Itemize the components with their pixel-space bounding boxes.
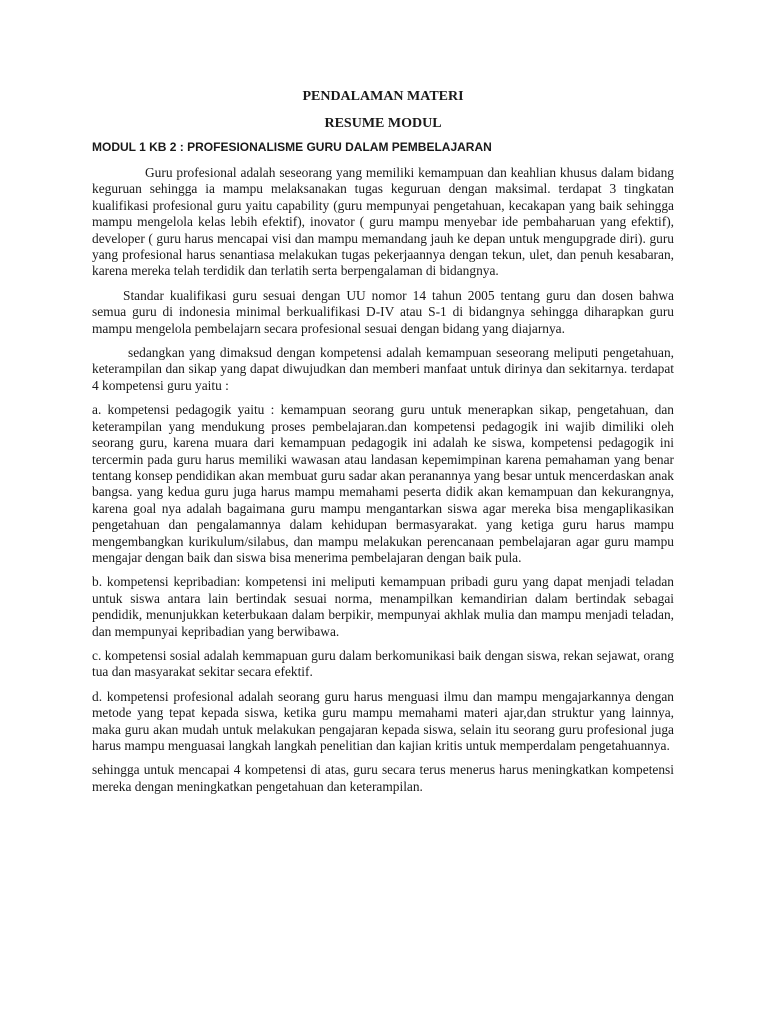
paragraph-kompetensi-intro: sedangkan yang dimaksud dengan kompetensi adalah kemampuan seseorang meliputi pengetahuan, keterampilan dan sikap yang dapat diwujudkan dan memberi manfaat untuk dirinya dan sekitarnya. terdapat 4 kompetensi guru yaitu : [92,345,674,393]
document-title: PENDALAMAN MATERI [302,89,464,104]
module-heading: MODUL 1 KB 2 : PROFESIONALISME GURU DALAM PEMBELAJARAN [92,140,492,154]
paragraph-kompetensi-kepribadian: b. kompetensi kepribadian: kompetensi ini meliputi kemampuan pribadi guru yang dapat menjadi teladan untuk siswa antara lain bertindak sesuai norma, menampilkan kemandirian dalam bertindak sebagai pendidik, menunjukkan keterbukaan dalam berpikir, mempunyai akhlak mulia dan mampu menjadi teladan, dan mempunyai kepribadian yang berwibawa. [92,574,674,639]
paragraph-kompetensi-pedagogik: a. kompetensi pedagogik yaitu : kemampuan seorang guru untuk menerapkan sikap, pengetahuan, dan keterampilan yang mendukung proses pembelajaran.dan kompetensi pedagogik ini wajib dimiliki oleh seorang guru, karena muara dari kemampuan pedagogik ini adalah ke siswa, kompetensi pedagogik ini tercermin pada guru harus memiliki wawasan atau landasan kepemimpinan karena pemahaman yang benar tentang konsep pendidikan akan membuat guru sadar akan peranannya yang besar untuk mencerdaskan anak bangsa. yang kedua guru juga harus mampu memahami peserta didik akan kemampuan dan kekurangnya, karena goal nya adalah bagaimana guru mampu mengantarkan siswa agar mereka bisa mengaplikasikan pengetahuan dan pengalamannya dalam kehidupan bermasyarakat. yang ketiga guru harus mampu mengembangkan kurikulum/silabus, dan mampu melakukan perencanaan pembelajaran agar guru mampu mengajar dengan baik dan siswa bisa menerima pembelajaran dengan baik pula. [92,402,674,565]
paragraph-standar-kualifikasi: Standar kualifikasi guru sesuai dengan UU nomor 14 tahun 2005 tentang guru dan dosen bahwa semua guru di indonesia minimal berkualifikasi D-IV atau S-1 di bidangnya sehingga diharapkan guru mampu mengelola pembelajarn secara profesional sesuai dengan bidang yang diajarnya. [92,287,674,336]
document-body [92,88,674,803]
paragraph-guru-profesional: Guru profesional adalah seseorang yang memiliki kemampuan dan keahlian khusus dalam bidang keguruan sehingga ia mampu melaksanakan tugas keguruan dengan maksimal. terdapat 3 tingkatan kualifikasi profesional guru yaitu capability (guru mempunyai pengetahuan, kecakapan yang baik sehingga mampu mengelola kelas lebih efektif), inovator ( guru mampu menyebar ide pembaharuan yang efektif), developer ( guru harus mencapai visi dan mampu memandang jauh ke depan untuk mengupgrade diri). guru yang profesional harus senantiasa melakukan tugas pekerjaannya dengan tekun, ulet, dan penuh kesabaran, karena mereka telah terdidik dan terlatih serta berpengalaman di bidangnya. [92,165,674,279]
document-subtitle: RESUME MODUL [324,116,442,131]
paragraph-kesimpulan: sehingga untuk mencapai 4 kompetensi di atas, guru secara terus menerus harus meningkatkan kompetensi mereka dengan meningkatkan pengetahuan dan keterampilan. [92,762,674,794]
paragraph-kompetensi-profesional: d. kompetensi profesional adalah seorang guru harus menguasi ilmu dan mampu mengajarkannya dengan metode yang tepat kepada siswa, ketika guru mampu memahami materi ajar,dan struktur yang lainnya, maka guru akan mudah untuk melakukan pengajaran kepada siswa, selain itu seorang guru profesional juga harus mampu menguasai langkah langkah penelitian dan kajian kritis untuk memperdalam pengetahuannya. [92,688,674,753]
paragraph-kompetensi-sosial: c. kompetensi sosial adalah kemmapuan guru dalam berkomunikasi baik dengan siswa, rekan sejawat, orang tua dan masyarakat sekitar secara efektif. [92,647,674,680]
